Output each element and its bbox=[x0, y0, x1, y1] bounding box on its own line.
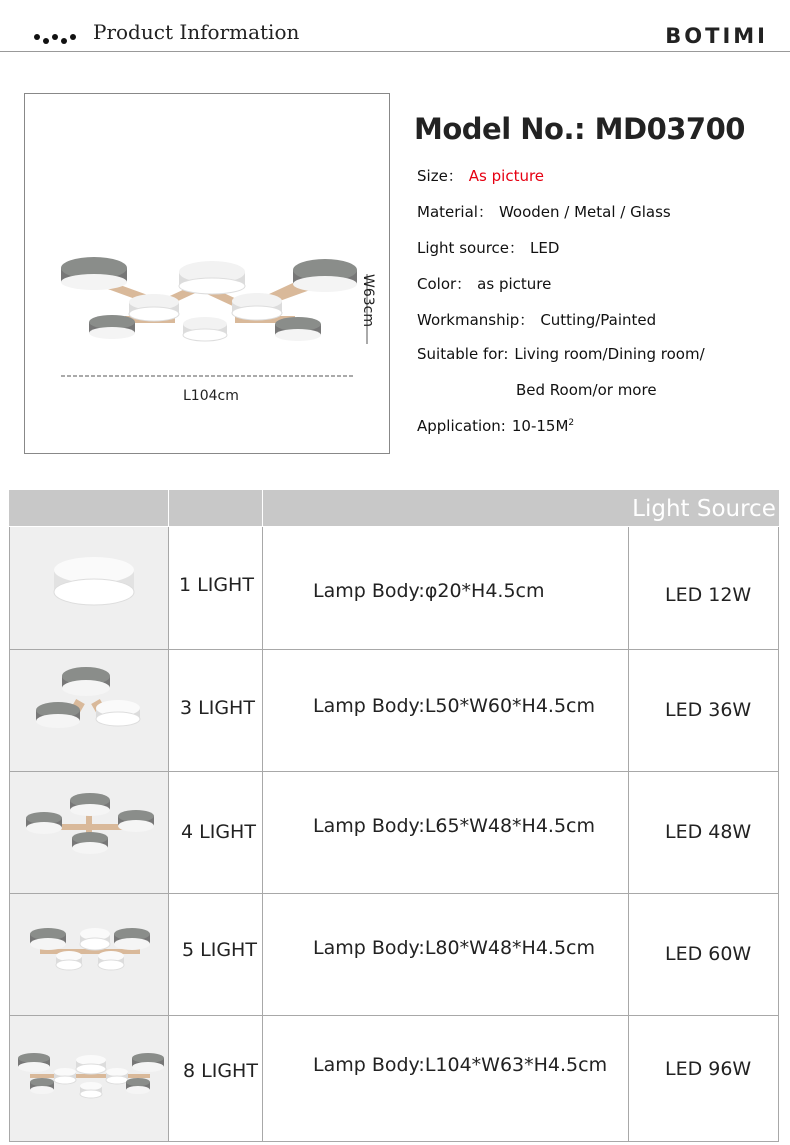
spec-light-source: Light source： LED bbox=[417, 239, 560, 257]
led-power: LED 12W bbox=[665, 584, 752, 606]
lamp-top-right bbox=[293, 259, 357, 292]
light-count: 3 LIGHT bbox=[180, 697, 255, 719]
lamp-top-center bbox=[179, 261, 245, 294]
spec-workmanship: Workmanship： Cutting/Painted bbox=[417, 311, 657, 329]
table-row bbox=[9, 772, 779, 894]
lamp-bottom-center bbox=[183, 317, 227, 341]
lamp-body-size: Lamp Body:L65*W48*H4.5cm bbox=[313, 815, 596, 837]
lamp-top-left bbox=[61, 257, 127, 290]
brand-logo: BOTIMI bbox=[665, 24, 768, 48]
table-row bbox=[9, 650, 779, 772]
table-header-cell bbox=[169, 490, 263, 526]
page-header bbox=[0, 0, 790, 56]
lamp-bottom-left bbox=[89, 315, 135, 339]
lamp-body-size: Lamp Body:L80*W48*H4.5cm bbox=[313, 937, 596, 959]
product-illustration bbox=[24, 93, 390, 454]
table-header-cell bbox=[263, 490, 780, 526]
width-dimension-label: W63cm bbox=[360, 274, 376, 327]
led-power: LED 48W bbox=[665, 821, 752, 843]
page-title: Product Information bbox=[93, 20, 300, 44]
spec-size: Size： As picture bbox=[417, 167, 545, 185]
led-power: LED 60W bbox=[665, 943, 752, 965]
lamp-photo bbox=[9, 772, 169, 894]
light-count: 4 LIGHT bbox=[181, 821, 256, 843]
header-divider bbox=[0, 51, 790, 52]
led-power: LED 36W bbox=[665, 699, 752, 721]
spec-color: Color： as picture bbox=[417, 275, 552, 293]
spec-suitable-for: Suitable for: Living room/Dining room/ bbox=[417, 345, 705, 363]
table-header-cell bbox=[9, 490, 169, 526]
lamp-photo bbox=[9, 527, 169, 650]
light-count: 5 LIGHT bbox=[182, 939, 257, 961]
lamp-bottom-right bbox=[275, 317, 321, 341]
led-power: LED 96W bbox=[665, 1058, 752, 1080]
lamp-mid-left bbox=[129, 294, 179, 321]
table-row bbox=[9, 1016, 779, 1142]
lamp-photo bbox=[9, 650, 169, 772]
lamp-mid-right bbox=[232, 293, 282, 320]
table-row bbox=[9, 527, 779, 650]
lamp-body-size: Lamp Body:L50*W60*H4.5cm bbox=[313, 695, 596, 717]
lamp-body-size: Lamp Body:φ20*H4.5cm bbox=[313, 580, 545, 602]
brand-dots-icon bbox=[32, 30, 78, 48]
table-row bbox=[9, 894, 779, 1016]
light-source-header: Light Source bbox=[632, 496, 776, 522]
spec-table bbox=[9, 490, 779, 1142]
light-count: 1 LIGHT bbox=[179, 574, 254, 596]
light-count: 8 LIGHT bbox=[183, 1060, 258, 1082]
lamp-body-size: Lamp Body:L104*W63*H4.5cm bbox=[313, 1054, 608, 1076]
spec-suitable-for-cont: Bed Room/or more bbox=[516, 381, 657, 399]
lamp-photo bbox=[9, 894, 169, 1016]
length-dimension-label: L104cm bbox=[183, 388, 239, 404]
lamp-photo bbox=[9, 1016, 169, 1142]
spec-application: Application: $10-15M^2$ bbox=[417, 417, 575, 435]
model-number: Model No.: MD03700 bbox=[414, 112, 745, 146]
spec-material: Material： Wooden / Metal / Glass bbox=[417, 203, 671, 221]
